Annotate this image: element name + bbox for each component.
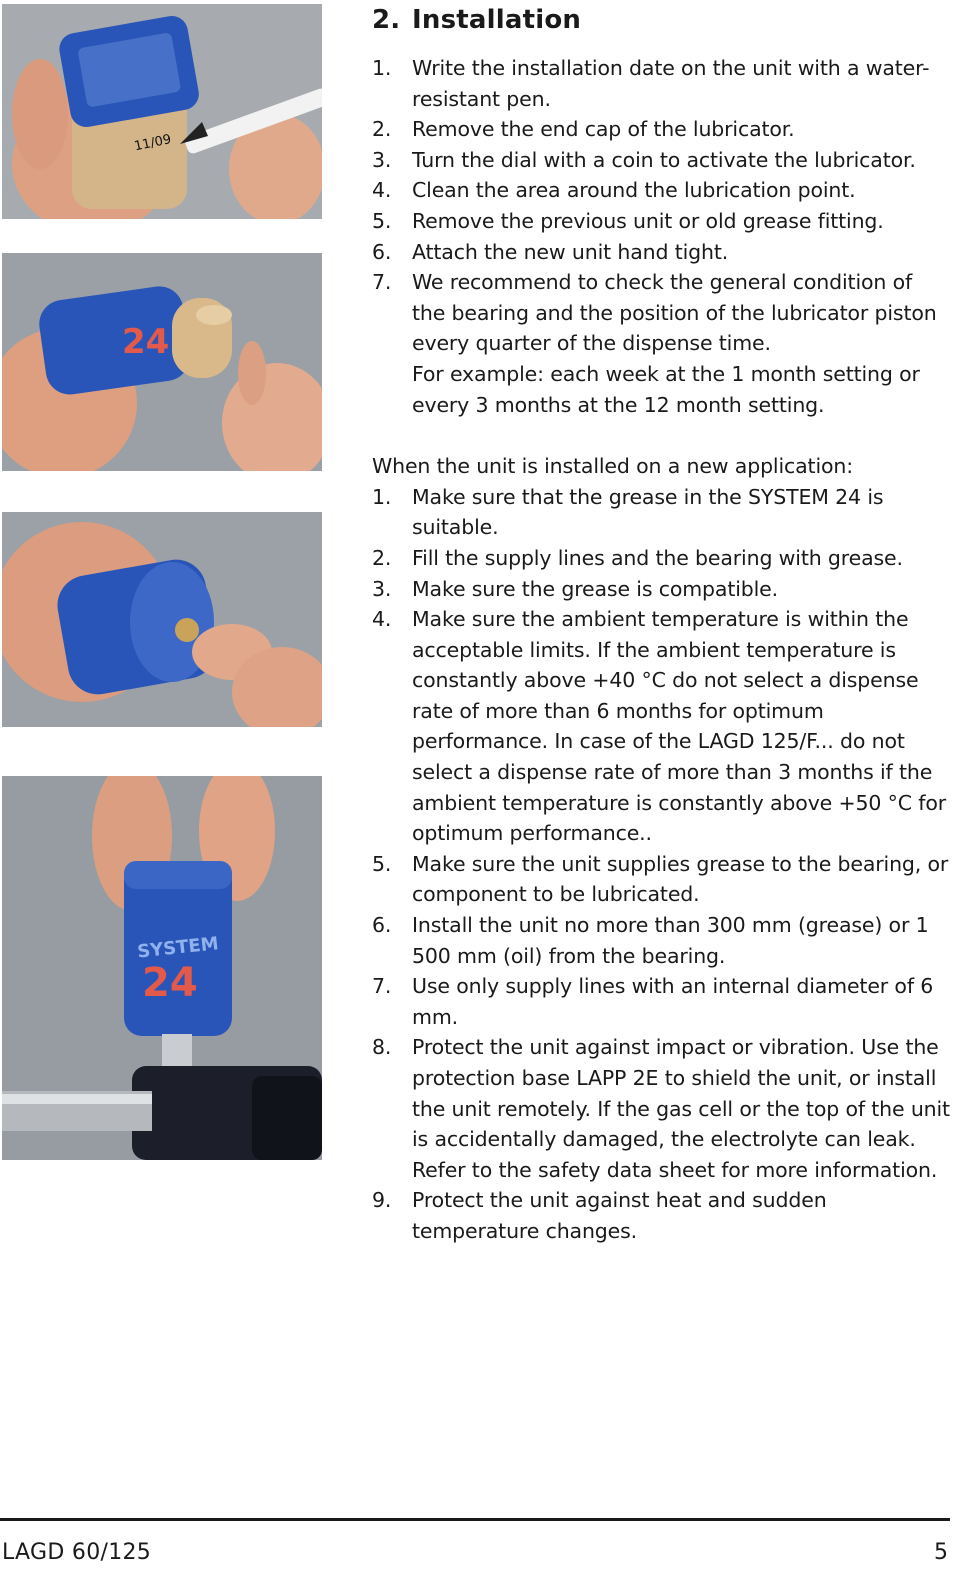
handwritten-date: 11/09: [132, 132, 173, 155]
step-text: Protect the unit against impact or vibration. Use the protection base LAPP 2E to shield the unit, or install the unit remotely. If the gas cell or the top of the unit is accidentally damaged, the electrolyte can leak. Refer to the safety data sheet for more information.: [412, 1035, 950, 1182]
step-text: Fill the supply lines and the bearing with grease.: [412, 545, 903, 570]
step-text: Make sure that the grease in the SYSTEM 24 is suitable.: [412, 484, 884, 540]
footer-page-number: 5: [934, 1540, 948, 1565]
list-item: [372, 910, 950, 971]
list-item: [372, 267, 950, 420]
list-item: [372, 604, 950, 849]
step-text: Install the unit no more than 300 mm (grease) or 1 500 mm (oil) from the bearing.: [412, 913, 929, 968]
step-text: Make sure the grease is compatible.: [412, 576, 779, 601]
list-item: [372, 1032, 950, 1185]
list-item: [372, 145, 950, 176]
step-text: Clean the area around the lubrication point.: [412, 178, 856, 203]
step-text: We recommend to check the general condition of the bearing and the position of the lubricator piston every quarter of the dispense time.: [412, 270, 937, 356]
new-application-intro: When the unit is installed on a new application:: [372, 454, 853, 479]
step-number: 9.: [372, 1188, 392, 1213]
step-text: Write the installation date on the unit with a water-resistant pen.: [412, 56, 930, 111]
step-text: Make sure the unit supplies grease to the bearing, or component to be lubricated.: [412, 851, 949, 907]
step-text: Use only supply lines with an internal diameter of 6 mm.: [412, 974, 934, 1029]
step-number: 6.: [372, 239, 392, 264]
section-title-text: Installation: [412, 5, 582, 35]
photo-writing-date: [2, 4, 322, 219]
list-item: [372, 1185, 950, 1246]
footer-divider: [0, 1518, 950, 1521]
installation-text: [372, 0, 950, 1247]
step-number: 4.: [372, 607, 392, 632]
list-item: [372, 114, 950, 145]
list-item: [372, 482, 950, 543]
step-text: Turn the dial with a coin to activate the lubricator.: [412, 147, 916, 172]
step-number: 1.: [372, 56, 392, 80]
photo-attach-unit: [2, 776, 322, 1160]
list-item: [372, 237, 950, 268]
new-application-steps: [372, 482, 950, 1247]
step-text: Remove the previous unit or old grease fitting.: [412, 208, 884, 233]
step-number: 6.: [372, 913, 392, 938]
step-text: Remove the end cap of the lubricator.: [412, 117, 795, 142]
list-item: [372, 849, 950, 910]
photo-turn-dial: [2, 512, 322, 727]
list-item: [372, 175, 950, 206]
step-number: 2.: [372, 545, 392, 570]
unit-number-label: 24: [122, 322, 170, 362]
step-number: 1.: [372, 484, 392, 509]
list-item: [372, 543, 950, 574]
installation-steps: [372, 53, 950, 420]
step-number: 2.: [372, 117, 392, 142]
step-number: 3.: [372, 147, 392, 172]
step-text: Attach the new unit hand tight.: [412, 239, 729, 264]
section-title: [372, 0, 950, 40]
section-number: 2.: [372, 5, 401, 35]
step-text: Protect the unit against heat and sudden temperature changes.: [412, 1188, 827, 1243]
step-number: 7.: [372, 974, 392, 999]
step-number: 5.: [372, 208, 392, 233]
unit-number-label: 24: [142, 960, 198, 1006]
list-item: [372, 574, 950, 605]
step-number: 3.: [372, 576, 392, 601]
list-item: [372, 206, 950, 237]
step-number: 5.: [372, 851, 392, 876]
step-example: For example: each week at the 1 month setting or every 3 months at the 12 month setting.: [412, 361, 920, 417]
list-item: [372, 53, 950, 114]
list-item: [372, 971, 950, 1032]
step-number: 8.: [372, 1035, 392, 1060]
step-number: 4.: [372, 178, 392, 203]
photo-remove-end-cap: [2, 253, 322, 471]
step-number: 7.: [372, 270, 392, 295]
step-text: Make sure the ambient temperature is within the acceptable limits. If the ambient temperature is constantly above +40 °C do not select a dispense rate of more than 6 months for optimum performance. In case of the LAGD 125/F... do not select a dispense rate of more than 3 months if the ambient temperature is constantly above +50 °C for optimum performance..: [412, 607, 947, 846]
footer-doc-code: LAGD 60/125: [2, 1540, 152, 1565]
unit-brand-label: SYSTEM: [136, 933, 220, 963]
